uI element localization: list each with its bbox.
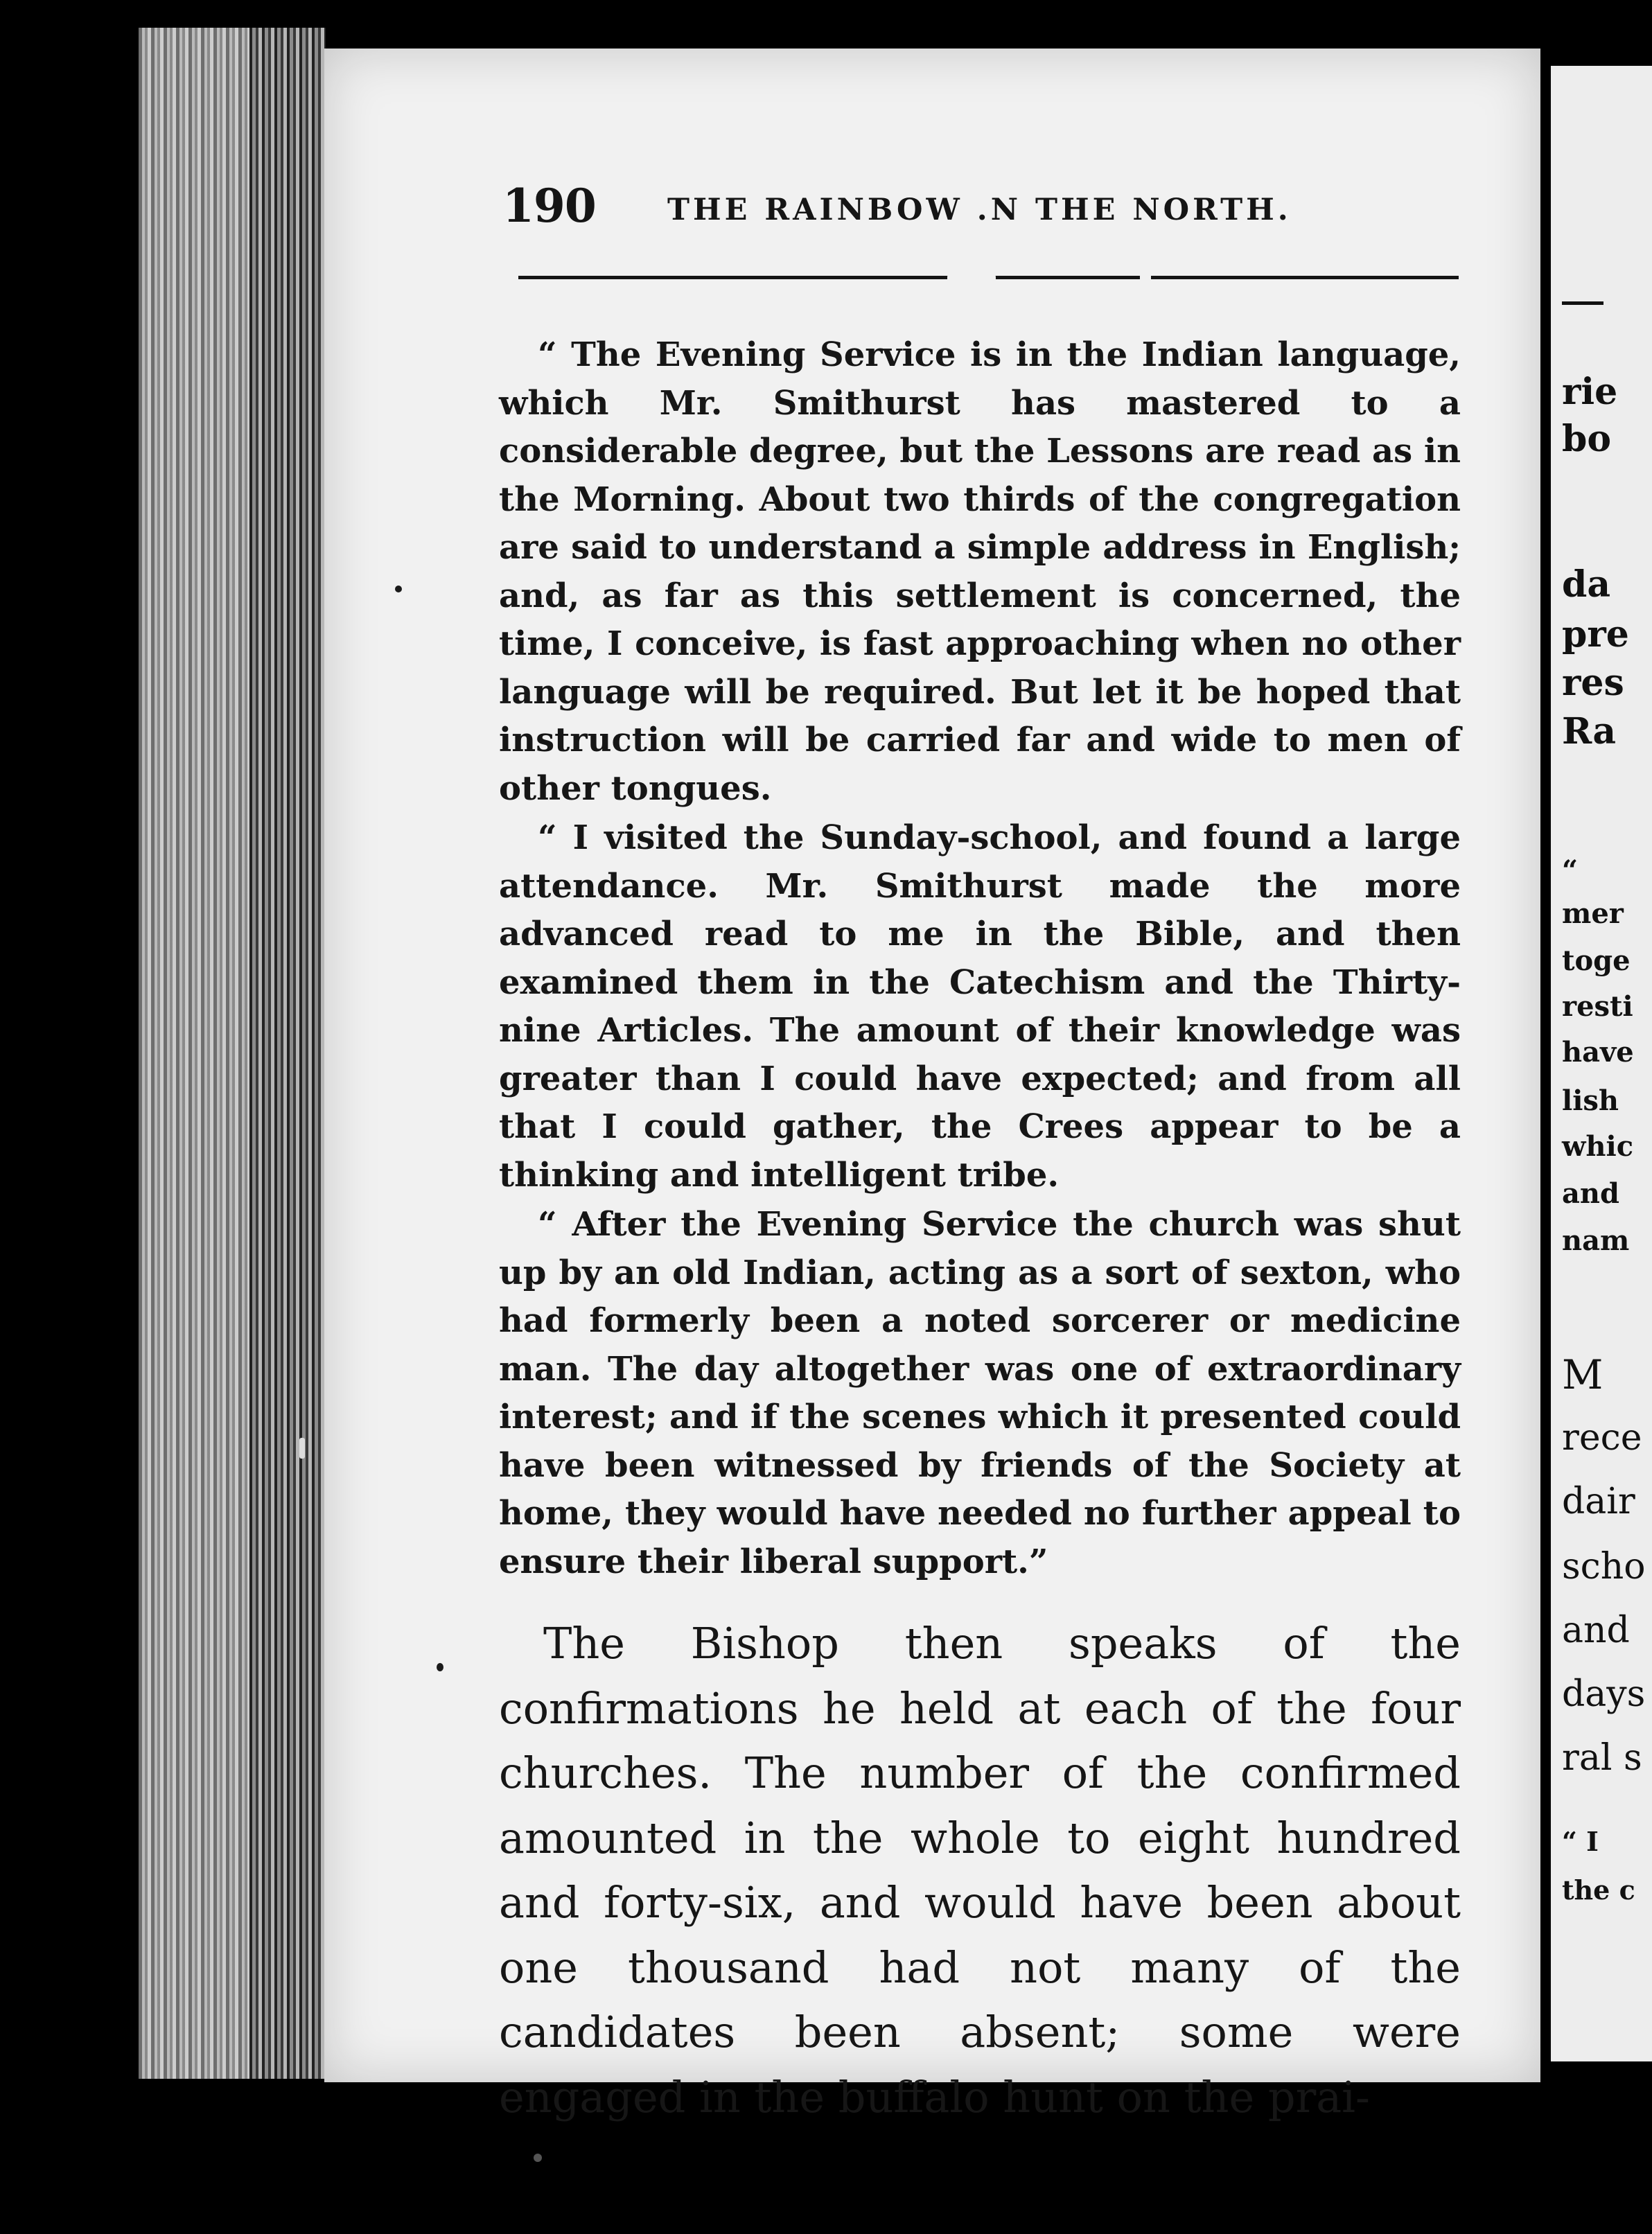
- facing-page-fragment: days: [1562, 1673, 1646, 1715]
- facing-page-fragment: mer: [1562, 897, 1624, 930]
- facing-page-fragment: res: [1562, 662, 1624, 704]
- page-scratch: [299, 1438, 305, 1459]
- page-edges-shadow: [249, 28, 326, 2079]
- facing-page-fragment: dair: [1562, 1481, 1635, 1522]
- page-number: 190: [502, 179, 596, 233]
- facing-page-fragment: Ra: [1562, 710, 1617, 753]
- running-title: THE RAINBOW .N THE NORTH.: [667, 193, 1292, 227]
- quoted-paragraph: “ The Evening Service is in the Indian language, which Mr. Smithurst has mastered to a considerable degree, but the Lessons are read as in the Morning. About two thirds of the congregation are said to understand a simple address in English; and, as far as this settlement is concerned, the time, I conceive, is fast approaching when no other language will be required. But let it be hoped that instruction will be carried far and wide to men of other tongues.: [499, 335, 1461, 808]
- running-header: [502, 179, 1459, 241]
- ink-speck: [437, 1663, 443, 1671]
- ink-speck: [534, 2154, 542, 2162]
- facing-page-rule: [1562, 301, 1603, 305]
- facing-page-fragment: nam: [1562, 1224, 1630, 1257]
- facing-page-fragment: and: [1562, 1610, 1630, 1651]
- narrative-paragraph: The Bishop then speaks of the confirmations he held at each of the four churches. The number of the confirmed amounted in the whole to eight hundred and forty-six, and would have been about one thousand had not many of the candidates been absent; some were engaged in the buffalo hunt on the prai-: [499, 1618, 1461, 2122]
- facing-page-fragment: the c: [1562, 1874, 1635, 1906]
- ink-speck: [395, 586, 402, 592]
- facing-page: [1551, 66, 1652, 2061]
- facing-page-fragment: scho: [1562, 1546, 1646, 1587]
- facing-page-fragment: “ I: [1562, 1826, 1599, 1857]
- page-body: [499, 331, 1461, 2129]
- facing-page-fragment: da: [1562, 563, 1611, 606]
- facing-page-fragment: “: [1562, 854, 1579, 887]
- print-blemish: [947, 269, 996, 290]
- facing-page-fragment: pre: [1562, 613, 1629, 656]
- facing-page-fragment: toge: [1562, 944, 1631, 977]
- facing-page-fragment: resti: [1562, 990, 1633, 1023]
- quoted-paragraph: “ After the Evening Service the church was shut up by an old Indian, acting as a sort of sexton, who had formerly been a noted sorcerer or medicine man. The day altogether was one of extraordinary interest; and if the scenes which it presented could have been witnessed by friends of the Society at home, they would have needed no further appeal to ensure their liberal support.”: [499, 1205, 1461, 1581]
- facing-page-fragment: M: [1562, 1351, 1603, 1398]
- facing-page-fragment: rece: [1562, 1417, 1642, 1459]
- facing-page-fragment: bo: [1562, 418, 1612, 460]
- facing-page-fragment: whic: [1562, 1130, 1634, 1163]
- facing-page-fragment: and: [1562, 1177, 1619, 1210]
- facing-page-fragment: lish: [1562, 1084, 1619, 1117]
- quoted-paragraph: “ I visited the Sunday-school, and found a large attendance. Mr. Smithurst made the more advanced read to me in the Bible, and then examined them in the Catechism and the Thirty-nine Articles. The amount of their knowledge was greater than I could have expected; and from all that I could gather, the Crees appear to be a thinking and intelligent tribe.: [499, 818, 1461, 1195]
- facing-page-fragment: have: [1562, 1036, 1634, 1068]
- rule-break: [1140, 273, 1151, 283]
- facing-page-fragment: ral s: [1562, 1737, 1642, 1779]
- facing-page-fragment: rie: [1562, 371, 1618, 413]
